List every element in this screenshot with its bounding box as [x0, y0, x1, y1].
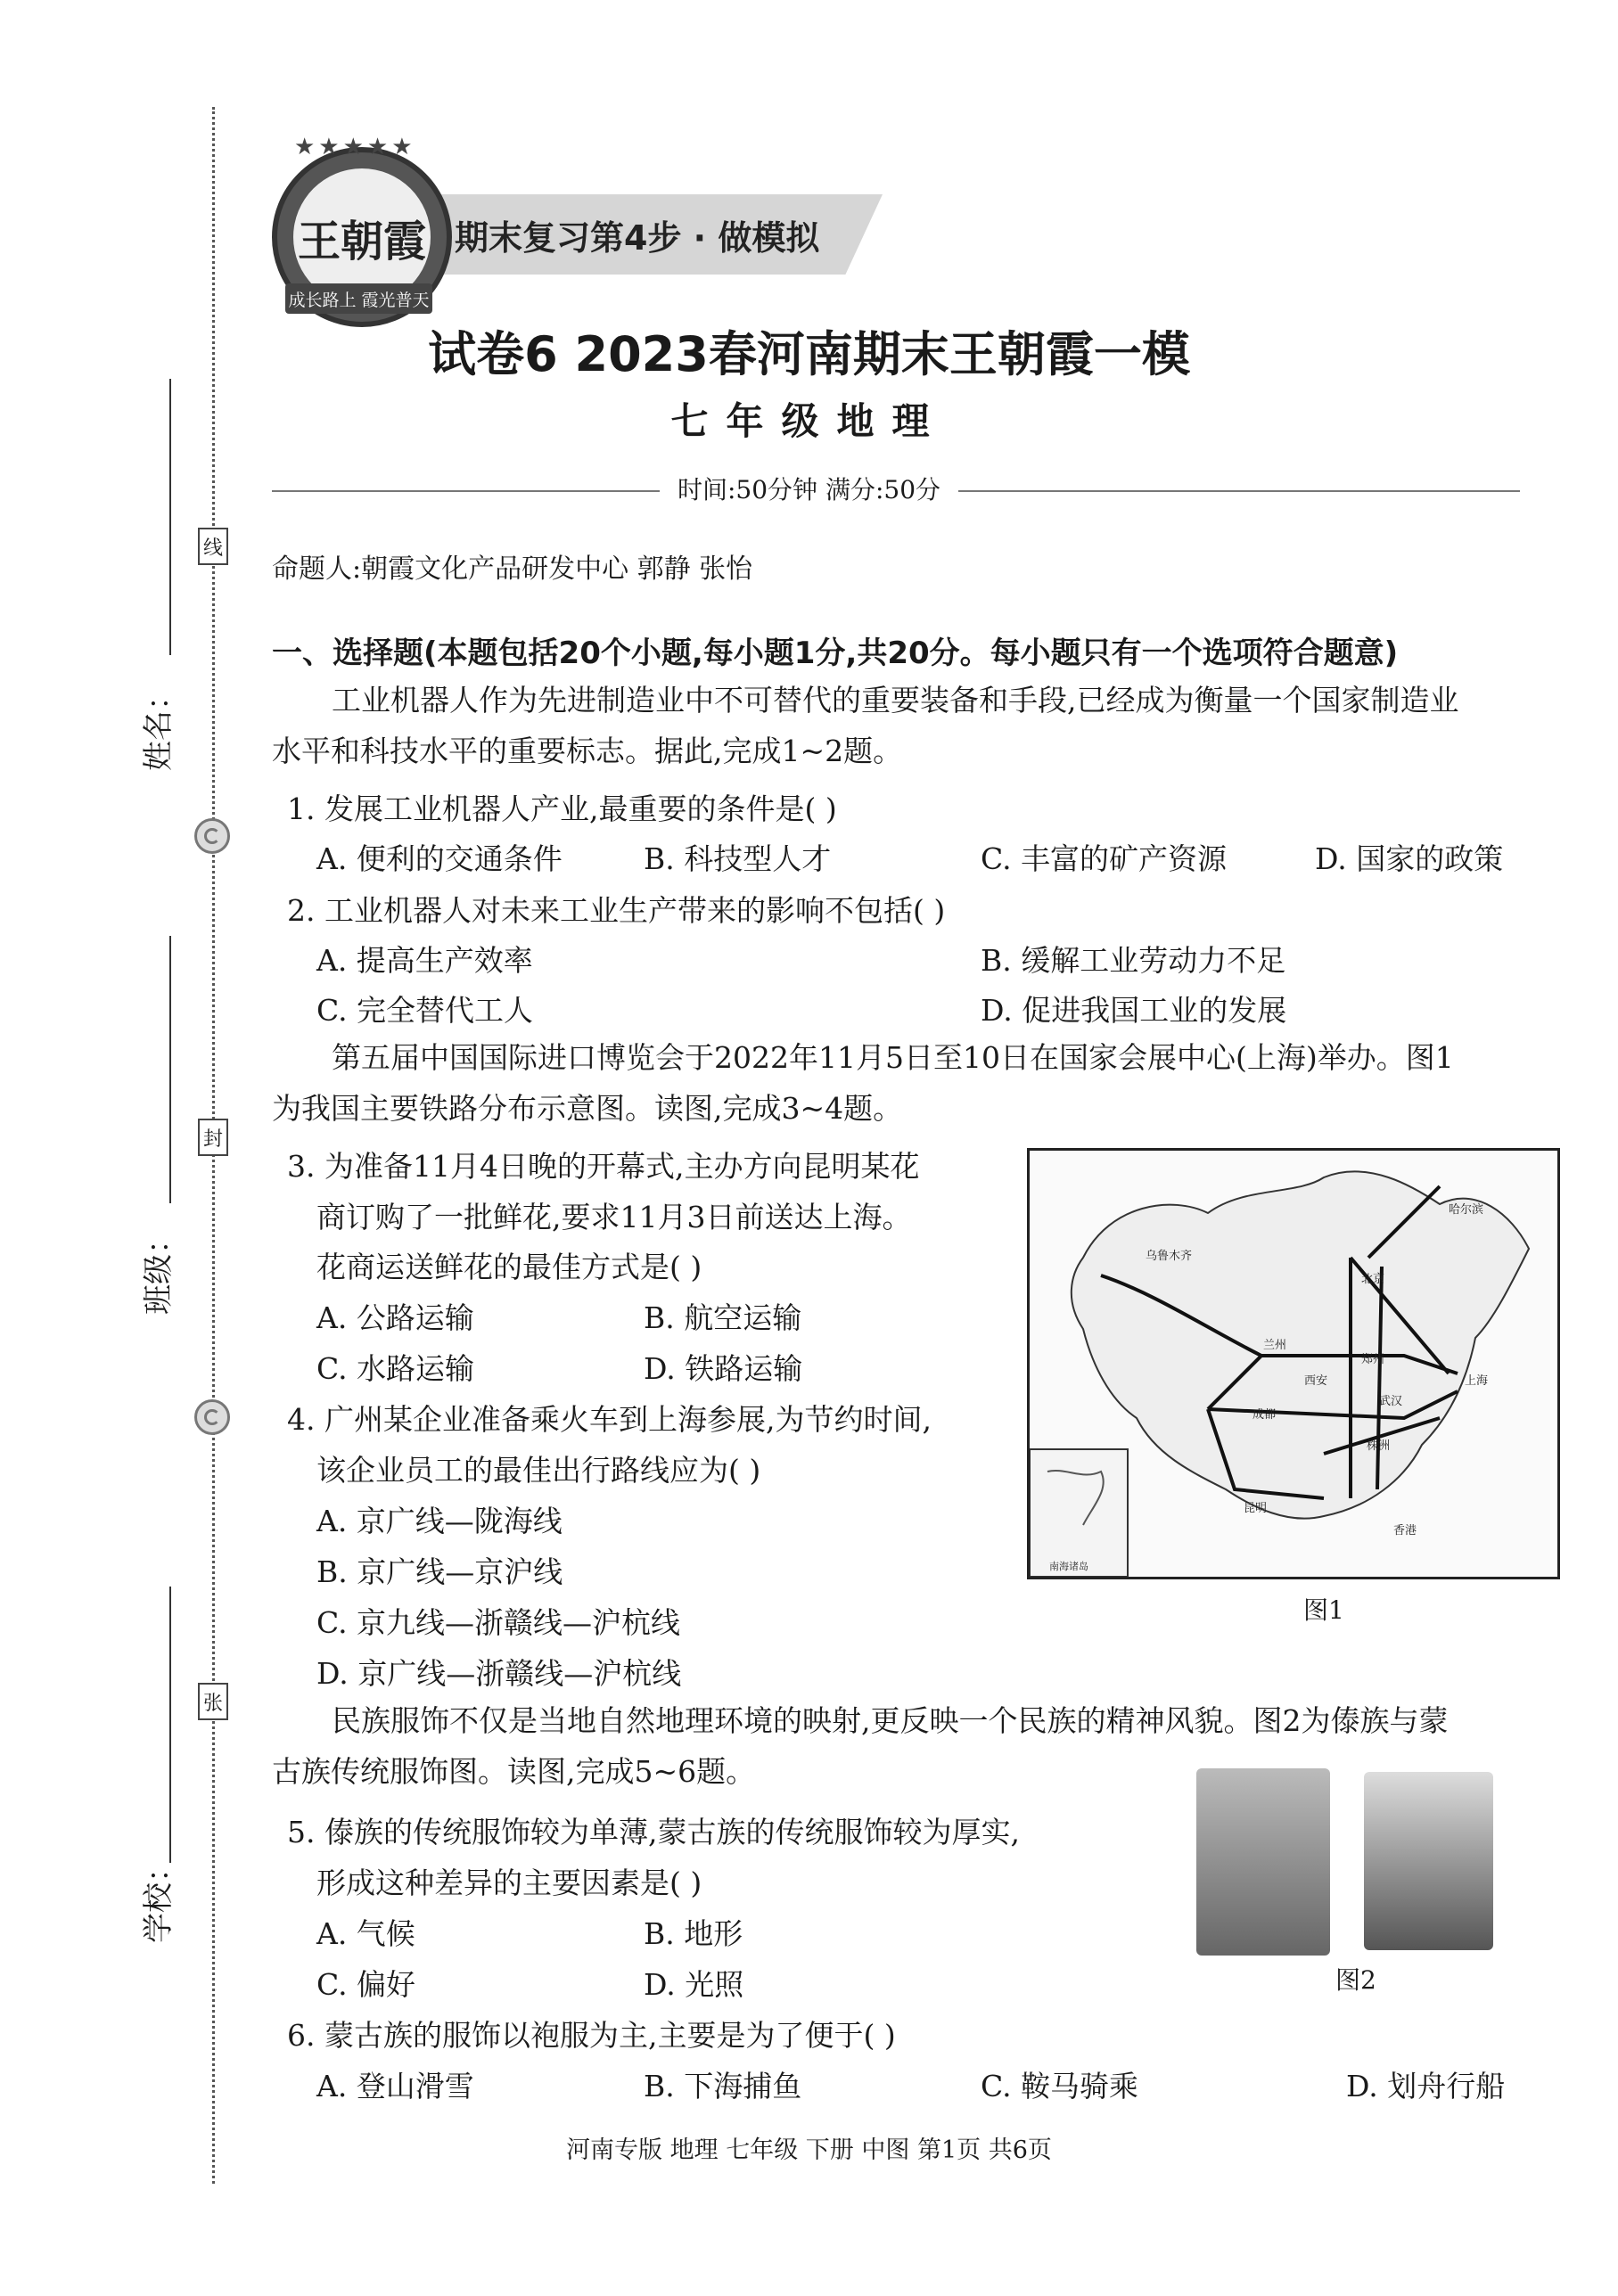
q4-option-b[interactable]: B. 京广线—京沪线	[316, 1554, 563, 1589]
banner-text: 期末复习第4步 · 做模拟	[455, 218, 820, 258]
question-4-line2: 该企业员工的最佳出行路线应为( )	[316, 1453, 761, 1488]
q4-option-a[interactable]: A. 京广线—陇海线	[316, 1504, 563, 1538]
question-1: 1. 发展工业机器人产业,最重要的条件是( )	[287, 791, 837, 826]
school-label: 学校：	[141, 1852, 177, 1943]
name-label: 姓名：	[141, 680, 177, 771]
map-city-beijing: 北京	[1361, 1273, 1385, 1286]
logo-motto: 成长路上 霞光普天	[285, 283, 432, 314]
q1-option-b[interactable]: B. 科技型人才	[644, 841, 832, 876]
class-write-line[interactable]	[169, 936, 171, 1203]
page-footer: 河南专版 地理 七年级 下册 中图 第1页 共6页	[566, 2136, 1052, 2164]
intro3-line1: 民族服饰不仅是当地自然地理环境的映射,更反映一个民族的精神风貌。图2为傣族与蒙	[332, 1703, 1449, 1738]
question-3-line1: 3. 为准备11月4日晚的开幕式,主办方向昆明某花	[287, 1149, 920, 1184]
map-city-xian: 西安	[1304, 1374, 1328, 1388]
q2-option-a[interactable]: A. 提高生产效率	[316, 943, 533, 978]
time-info: 时间:50分钟 满分:50分	[0, 471, 1618, 506]
q4-option-c[interactable]: C. 京九线—浙赣线—沪杭线	[316, 1605, 681, 1640]
intro2-line2: 为我国主要铁路分布示意图。读图,完成3~4题。	[272, 1091, 903, 1126]
question-5-line2: 形成这种差异的主要因素是( )	[316, 1866, 702, 1900]
logo-stars-icon: ★★★★★	[294, 134, 416, 160]
q5-option-c[interactable]: C. 偏好	[316, 1967, 416, 2002]
dai-costume-photo	[1196, 1768, 1330, 1956]
exam-subtitle: 七年级地理	[670, 399, 948, 443]
map-city-wuhan: 武汉	[1379, 1395, 1403, 1408]
q2-option-d[interactable]: D. 促进我国工业的发展	[981, 993, 1287, 1028]
figure-2-label: 图2	[1335, 1965, 1376, 1995]
q2-option-b[interactable]: B. 缓解工业劳动力不足	[981, 943, 1286, 978]
figure-1-label: 图1	[1303, 1595, 1344, 1625]
question-4-line1: 4. 广州某企业准备乘火车到上海参展,为节约时间,	[287, 1402, 932, 1437]
q4-option-d[interactable]: D. 京广线—浙赣线—沪杭线	[316, 1656, 682, 1691]
exam-title: 试卷6 2023春河南期末王朝霞一模	[428, 326, 1190, 382]
map-city-zhuzhou: 株洲	[1367, 1439, 1391, 1453]
q3-option-c[interactable]: C. 水路运输	[316, 1351, 475, 1386]
logo-name: 王朝霞	[293, 168, 431, 306]
map-city-hongkong: 香港	[1393, 1524, 1417, 1538]
question-3-line2: 商订购了一批鲜花,要求11月3日前送达上海。	[316, 1200, 912, 1234]
q2-option-c[interactable]: C. 完全替代工人	[316, 993, 534, 1028]
author-line: 命题人:朝霞文化产品研发中心 郭静 张怡	[272, 554, 753, 585]
binding-tear-mark: 张	[198, 1683, 228, 1720]
binding-ornament-icon	[194, 818, 230, 854]
intro1-line2: 水平和科技水平的重要标志。据此,完成1~2题。	[272, 734, 903, 768]
map-inset-label: 南海诸岛	[1049, 1561, 1088, 1572]
map-city-kunming: 昆明	[1244, 1502, 1268, 1515]
q6-option-d[interactable]: D. 划舟行船	[1346, 2069, 1506, 2103]
q5-option-a[interactable]: A. 气候	[316, 1916, 415, 1951]
intro1-line1: 工业机器人作为先进制造业中不可替代的重要装备和手段,已经成为衡量一个国家制造业	[332, 683, 1459, 718]
q1-option-c[interactable]: C. 丰富的矿产资源	[981, 841, 1228, 876]
map-city-chengdu: 成都	[1253, 1408, 1277, 1422]
map-city-harbin: 哈尔滨	[1449, 1203, 1484, 1217]
binding-ornament-icon	[194, 1399, 230, 1435]
intro3-line2: 古族传统服饰图。读图,完成5~6题。	[272, 1754, 756, 1789]
q3-option-a[interactable]: A. 公路运输	[316, 1300, 474, 1335]
q1-option-a[interactable]: A. 便利的交通条件	[316, 841, 563, 876]
class-label: 班级：	[141, 1224, 177, 1315]
map-city-urumqi: 乌鲁木齐	[1146, 1250, 1193, 1263]
binding-line-mark: 线	[198, 528, 228, 565]
question-2: 2. 工业机器人对未来工业生产带来的影响不包括( )	[287, 893, 946, 928]
map-city-lanzhou: 兰州	[1263, 1339, 1287, 1352]
school-write-line[interactable]	[169, 1587, 171, 1863]
question-5-line1: 5. 傣族的传统服饰较为单薄,蒙古族的传统服饰较为厚实,	[287, 1815, 1020, 1849]
q5-option-b[interactable]: B. 地形	[644, 1916, 743, 1951]
q5-option-d[interactable]: D. 光照	[644, 1967, 744, 2002]
q1-option-d[interactable]: D. 国家的政策	[1315, 841, 1504, 876]
railway-map	[1027, 1148, 1560, 1579]
q6-option-c[interactable]: C. 鞍马骑乘	[981, 2069, 1139, 2103]
question-6: 6. 蒙古族的服饰以袍服为主,主要是为了便于( )	[287, 2018, 896, 2053]
q3-option-b[interactable]: B. 航空运输	[644, 1300, 802, 1335]
section-heading: 一、选择题(本题包括20个小题,每小题1分,共20分。每小题只有一个选项符合题意)	[272, 636, 1399, 671]
q3-option-d[interactable]: D. 铁路运输	[644, 1351, 803, 1386]
railway-map-svg	[1030, 1151, 1557, 1577]
q6-option-b[interactable]: B. 下海捕鱼	[644, 2069, 802, 2103]
binding-seal-mark: 封	[198, 1119, 228, 1156]
map-city-shanghai: 上海	[1465, 1374, 1489, 1388]
question-3-line3: 花商运送鲜花的最佳方式是( )	[316, 1250, 702, 1284]
map-city-zhengzhou: 郑州	[1361, 1353, 1385, 1366]
q6-option-a[interactable]: A. 登山滑雪	[316, 2069, 474, 2103]
intro2-line1: 第五届中国国际进口博览会于2022年11月5日至10日在国家会展中心(上海)举办。图1	[332, 1040, 1454, 1075]
mongol-costume-photo	[1364, 1772, 1493, 1950]
